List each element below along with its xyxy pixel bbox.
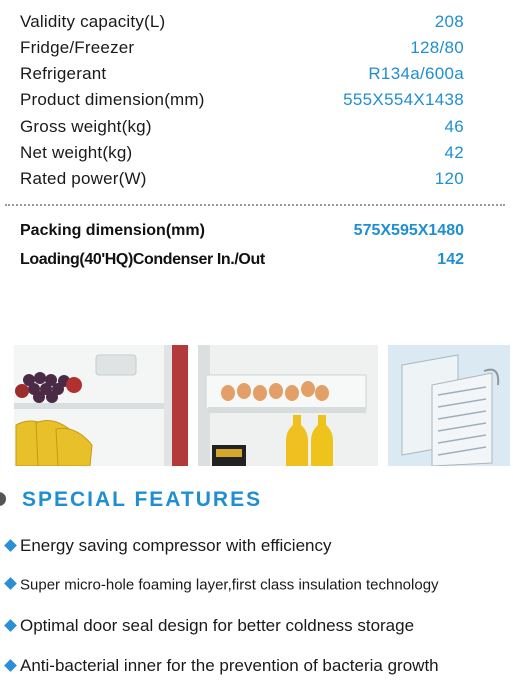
- packing-row-loading: [20, 251, 464, 277]
- spec-row-product-dimension: [20, 90, 464, 116]
- spec-label: Rated power(W): [20, 169, 147, 188]
- spec-row-rated-power: [20, 169, 464, 195]
- heading-bullet-icon: [0, 492, 6, 506]
- feature-item: [3, 616, 414, 640]
- packing-label: Packing dimension(mm): [20, 222, 205, 239]
- spec-row-capacity: [20, 12, 464, 38]
- spec-label: Gross weight(kg): [20, 117, 152, 136]
- spec-value: R134a/600a: [368, 64, 464, 83]
- feature-text: Anti-bacterial inner for the prevention of bacteria growth: [20, 656, 439, 675]
- spec-value: 42: [444, 143, 464, 162]
- diamond-bullet-icon: [4, 659, 17, 672]
- spec-value: 128/80: [410, 38, 464, 57]
- features-title: SPECIAL FEATURES: [22, 488, 263, 511]
- feature-item: [3, 576, 439, 600]
- diamond-bullet-icon: [4, 619, 17, 632]
- special-features-heading: [0, 488, 513, 518]
- condenser-plate-photo: [388, 345, 510, 466]
- spec-label: Net weight(kg): [20, 143, 133, 162]
- diamond-bullet-icon: [4, 539, 17, 552]
- door-shelf-photo: [198, 345, 378, 466]
- spec-value: 46: [444, 117, 464, 136]
- spec-value: 208: [434, 12, 464, 31]
- feature-text: Super micro-hole foaming layer,first class insulation technology: [20, 576, 439, 594]
- spec-value: 120: [434, 169, 464, 188]
- spec-label: Refrigerant: [20, 64, 107, 83]
- spec-row-gross-weight: [20, 117, 464, 143]
- packing-value: 142: [437, 251, 464, 268]
- feature-item: [3, 656, 439, 680]
- spec-label: Fridge/Freezer: [20, 38, 135, 57]
- spec-label: Product dimension(mm): [20, 90, 205, 109]
- spec-row-refrigerant: [20, 64, 464, 90]
- packing-label: Loading(40'HQ)Condenser In./Out: [20, 251, 265, 268]
- fridge-fruit-photo: [14, 345, 188, 466]
- packing-value: 575X595X1480: [353, 222, 464, 239]
- spec-row-net-weight: [20, 143, 464, 169]
- feature-item: [3, 536, 332, 560]
- dotted-divider: [5, 204, 505, 206]
- feature-text: Energy saving compressor with efficiency: [20, 536, 332, 555]
- packing-row-dimension: [20, 222, 464, 248]
- spec-row-fridge-freezer: [20, 38, 464, 64]
- spec-label: Validity capacity(L): [20, 12, 166, 31]
- feature-text: Optimal door seal design for better coldness storage: [20, 616, 415, 635]
- diamond-bullet-icon: [4, 577, 17, 590]
- spec-value: 555X554X1438: [343, 90, 464, 109]
